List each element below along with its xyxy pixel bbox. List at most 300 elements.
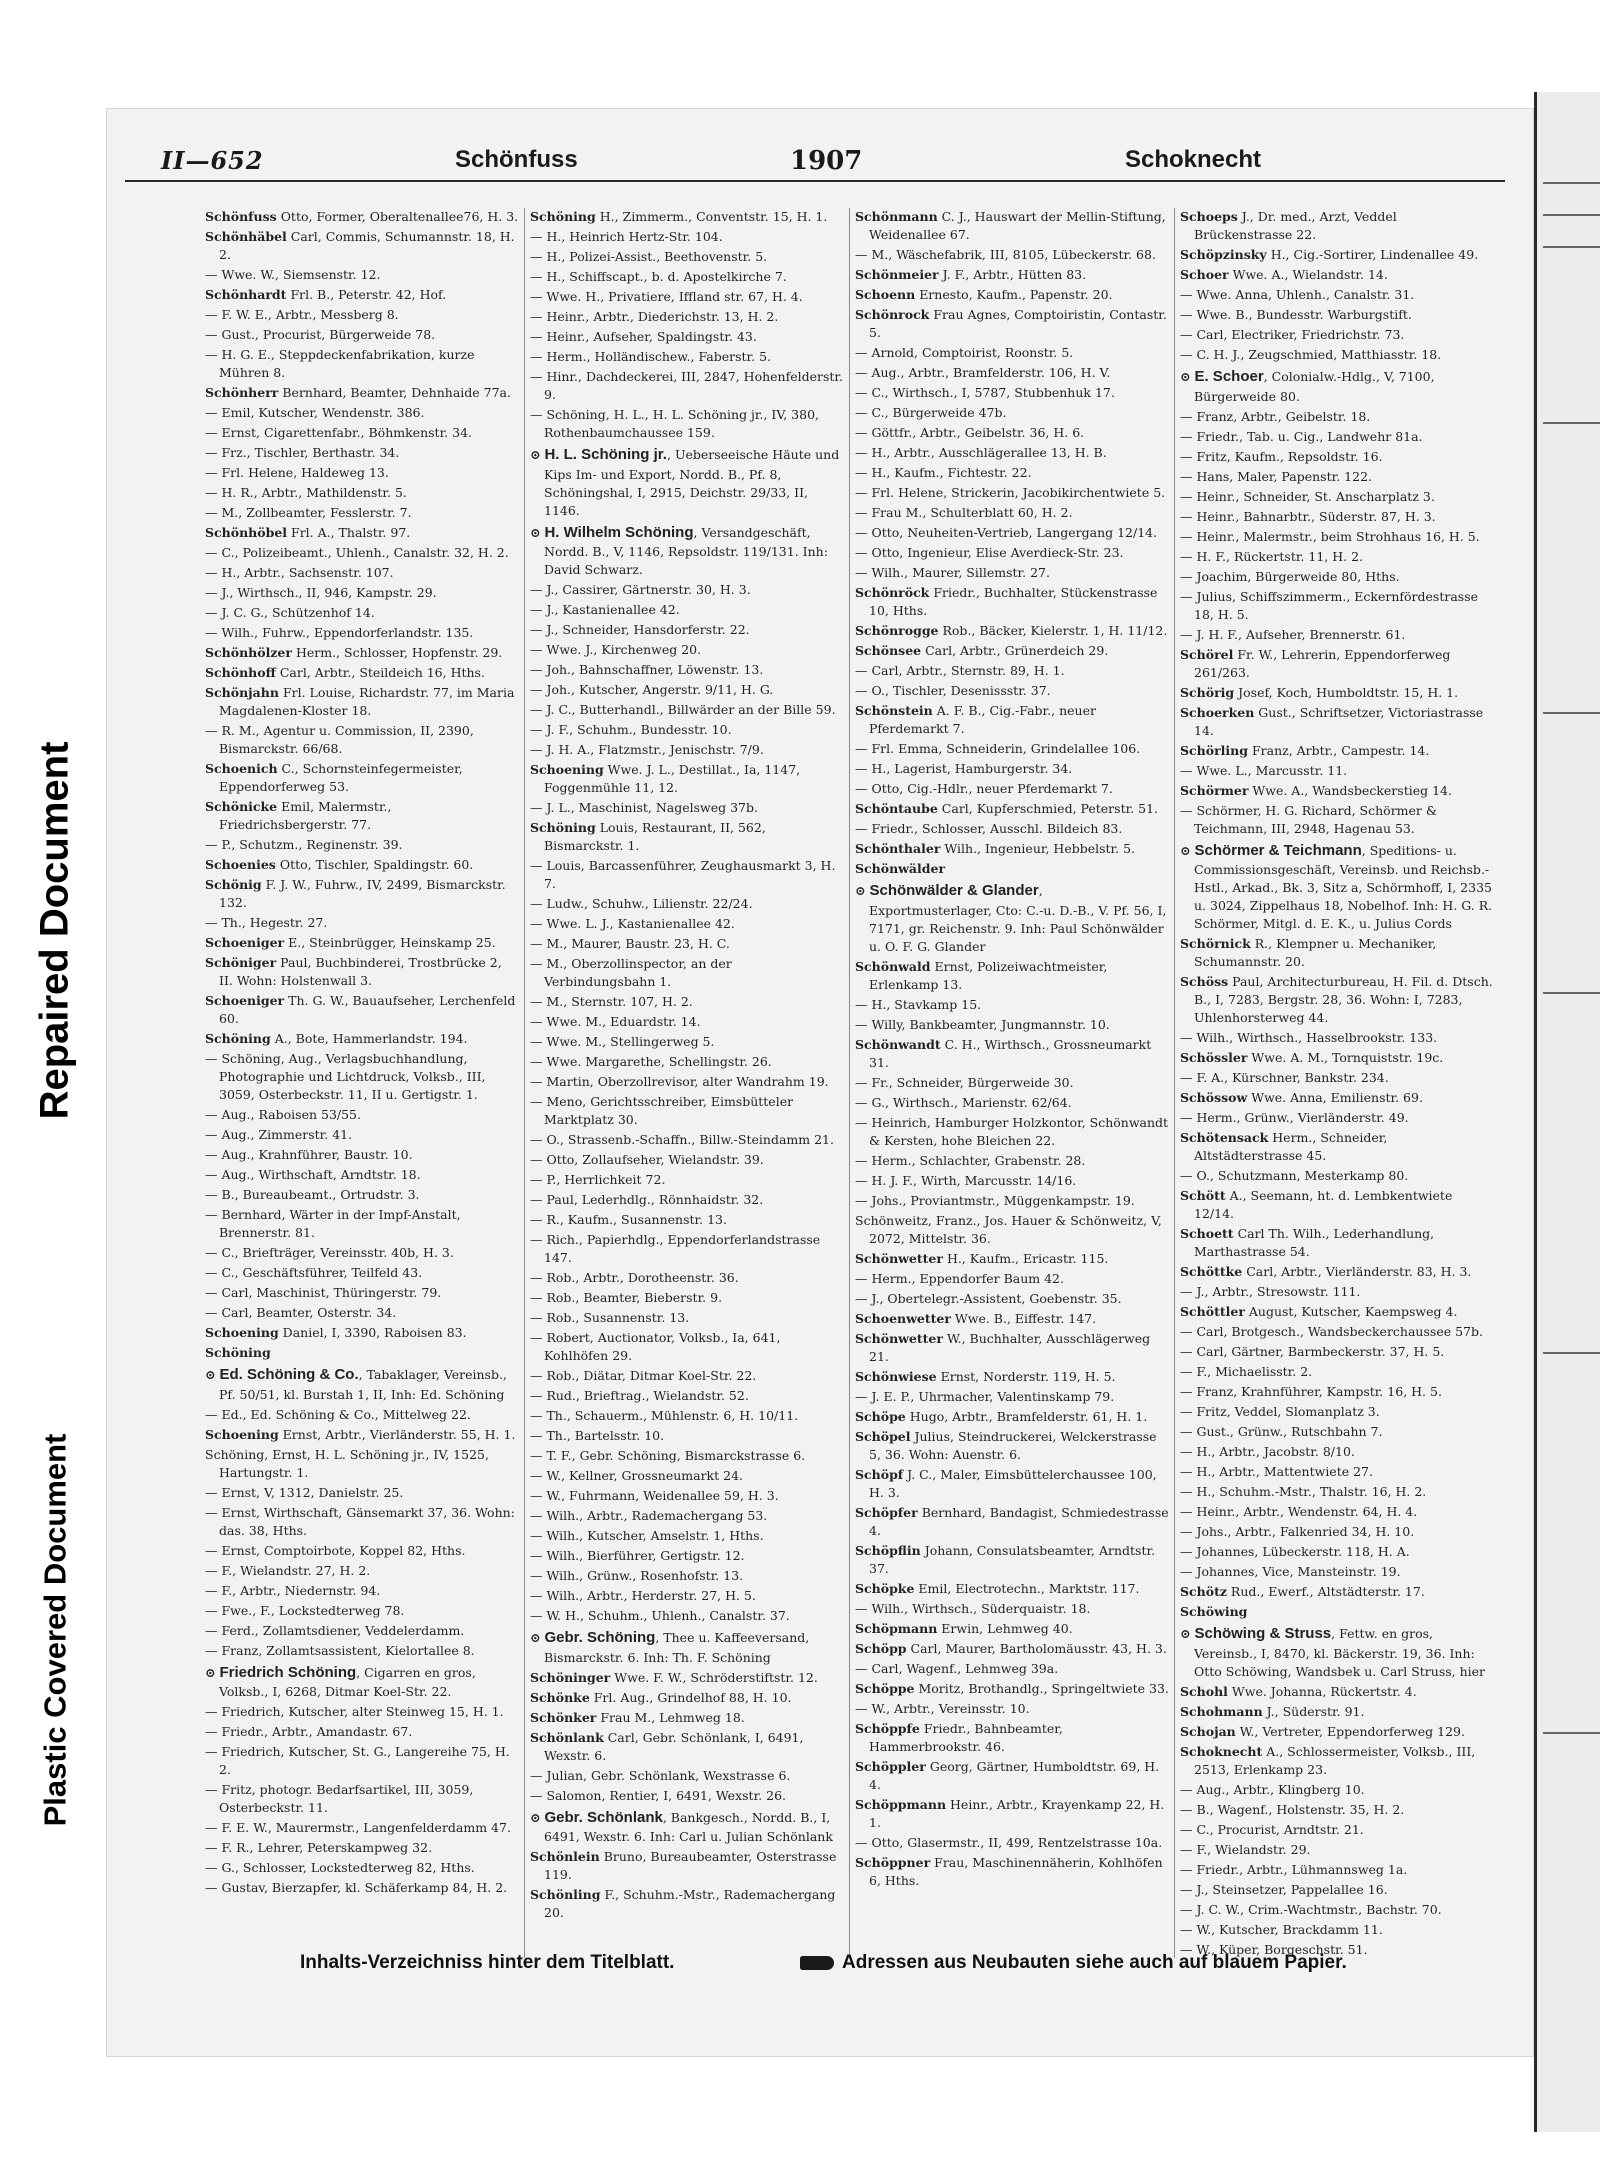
entry-text: — Aug., Raboisen 53/55. bbox=[205, 1107, 361, 1122]
entry-text: — J., Cassirer, Gärtnerstr. 30, H. 3. bbox=[530, 582, 751, 598]
directory-entry bbox=[1180, 528, 1495, 546]
entry-text: Wwe. J. L., Destillat., Ia, 1147, Foggenmühle 11, 12. bbox=[544, 762, 801, 796]
directory-entry bbox=[530, 1527, 844, 1545]
entry-text: — Frl. Helene, Haldeweg 13. bbox=[205, 465, 389, 480]
entry-text: Carl Th. Wilh., Lederhandlung, Marthastrasse 54. bbox=[1194, 1226, 1435, 1260]
directory-entry bbox=[205, 1839, 519, 1857]
directory-entry bbox=[855, 1250, 1169, 1268]
entry-text: — B., Wagenf., Holstenstr. 35, H. 2. bbox=[1180, 1801, 1405, 1817]
entry-name: Schöpmann bbox=[855, 1620, 938, 1636]
directory-entry bbox=[530, 701, 844, 719]
directory-entry bbox=[530, 819, 844, 855]
directory-entry bbox=[205, 306, 519, 324]
entry-firm: Schönwälder & Glander bbox=[869, 882, 1039, 899]
directory-entry bbox=[205, 798, 519, 834]
entry-text: — Salomon, Rentier, I, 6491, Wexstr. 26. bbox=[530, 1787, 786, 1803]
entry-text: — Willy, Bankbeamter, Jungmannstr. 10. bbox=[855, 1016, 1110, 1032]
entry-name: Schönwälder bbox=[855, 861, 946, 876]
directory-entry bbox=[530, 581, 844, 599]
entry-name: Schöttler bbox=[1180, 1304, 1245, 1320]
directory-entry bbox=[205, 1206, 519, 1242]
directory-entry bbox=[205, 584, 519, 602]
entry-text: — C., Wirthsch., I, 5787, Stubbenhuk 17. bbox=[855, 385, 1115, 400]
entry-text: — Franz, Krahnführer, Kampstr. 16, H. 5. bbox=[1180, 1384, 1442, 1400]
directory-entry bbox=[205, 934, 519, 952]
entry-text: H., Kaufm., Ericastr. 115. bbox=[946, 1250, 1109, 1266]
entry-text: Georg, Gärtner, Humboldtstr. 69, H. 4. bbox=[869, 1758, 1160, 1792]
entry-text: — Ludw., Schuhw., Lilienstr. 22/24. bbox=[530, 896, 753, 912]
entry-text: — Rob., Beamter, Bieberstr. 9. bbox=[530, 1290, 723, 1306]
entry-text: — J., Schneider, Hansdorferstr. 22. bbox=[530, 622, 750, 638]
directory-entry bbox=[530, 1447, 844, 1465]
directory-entry bbox=[855, 740, 1169, 758]
directory-entry bbox=[1180, 266, 1495, 284]
entry-name: Schöpp bbox=[855, 1640, 907, 1656]
directory-entry bbox=[1180, 1283, 1495, 1301]
directory-entry bbox=[1180, 1523, 1495, 1541]
directory-entry bbox=[855, 702, 1169, 738]
entry-firm: Gebr. Schöning bbox=[544, 1629, 656, 1647]
directory-entry bbox=[530, 1093, 844, 1129]
directory-entry bbox=[530, 1787, 844, 1805]
entry-text: Exportmusterlager, Cto: C.-u. D.-B., V. Pf. 56, I, 7171, gr. Reichenstr. 9. Inh: Paul Schönwälder u. O. F. G. Glander bbox=[869, 902, 1167, 954]
directory-entry bbox=[205, 1324, 519, 1342]
entry-firm: H. L. Schöning jr. bbox=[544, 446, 667, 463]
directory-entry bbox=[205, 954, 519, 990]
entry-text: — H., Kaufm., Fichtestr. 22. bbox=[855, 465, 1032, 480]
entry-text: R., Klempner u. Mechaniker, Schumannstr. 20. bbox=[1194, 936, 1437, 970]
entry-text: Fettw. en gros, Vereinsb., I, 8470, kl. Bäckerstr. 19, 36. Inh: Otto Schöwing, Wandsbek u. Carl Struss, hier bbox=[1194, 1626, 1486, 1679]
directory-entry bbox=[530, 601, 844, 619]
directory-entry bbox=[530, 1467, 844, 1485]
footer-new-buildings-text: Adressen aus Neubauten siehe auch auf blauem Papier. bbox=[842, 1952, 1347, 1973]
entry-name: Schöninger bbox=[530, 1669, 611, 1685]
entry-name: Schönsee bbox=[855, 643, 922, 658]
entry-text: W., Buchhalter, Ausschlägerweg 21. bbox=[869, 1330, 1151, 1364]
entry-text: — Herm., Schlachter, Grabenstr. 28. bbox=[855, 1152, 1086, 1168]
entry-text: — Carl, Brotgesch., Wandsbeckerchaussee 57b. bbox=[1180, 1324, 1483, 1340]
entry-text: Bankgesch., Nordd. B., I, 6491, Wexstr. 6. Inh: Carl u. Julian Schönlank bbox=[544, 1809, 833, 1845]
directory-entry bbox=[530, 1507, 844, 1525]
entry-text: Herm., Schneider, Altstädterstrasse 45. bbox=[1194, 1130, 1388, 1164]
entry-text: — Carl, Wagenf., Lehmweg 39a. bbox=[855, 1660, 1059, 1676]
entry-text: — Th., Schauerm., Mühlenstr. 6, H. 10/11. bbox=[530, 1408, 799, 1424]
directory-entry bbox=[205, 1426, 519, 1444]
entry-text: Wwe. A., Wielandstr. 14. bbox=[1232, 267, 1388, 282]
directory-entry bbox=[1180, 1583, 1495, 1601]
directory-entry bbox=[855, 642, 1169, 660]
entry-firm: E. Schoer bbox=[1194, 368, 1264, 385]
entry-text: — Aug., Krahnführer, Baustr. 10. bbox=[205, 1147, 413, 1162]
directory-entry bbox=[530, 1669, 844, 1687]
directory-entry bbox=[855, 958, 1169, 994]
entry-text: — Heinrich, Hamburger Holzkontor, Schönwandt & Kersten, hohe Bleichen 22. bbox=[855, 1114, 1169, 1148]
directory-entry bbox=[530, 799, 844, 817]
directory-entry bbox=[855, 996, 1169, 1014]
entry-text: A., Seemann, ht. d. Lembkentwiete 12/14. bbox=[1194, 1188, 1453, 1222]
directory-entry bbox=[855, 1192, 1169, 1210]
entry-text: A., Bote, Hammerlandstr. 194. bbox=[274, 1031, 468, 1046]
entry-name: Schoenwetter bbox=[855, 1310, 951, 1326]
entry-text: — Wilh., Grünw., Rosenhofstr. 13. bbox=[530, 1568, 744, 1584]
entry-text: — C. H. J., Zeugschmied, Matthiasstr. 18. bbox=[1180, 347, 1442, 362]
directory-entry: ⊙ Ed. Schöning & Co., Tabaklager, Vereinsb., Pf. 50/51, kl. Burstah 1, II, Inh: Ed. Schöning bbox=[205, 1366, 507, 1402]
entry-text: — Franz, Arbtr., Geibelstr. 18. bbox=[1180, 408, 1371, 424]
entry-text: — H. G. E., Steppdeckenfabrikation, kurze Mühren 8. bbox=[205, 347, 475, 380]
entry-text: — C., Geschäftsführer, Teilfeld 43. bbox=[205, 1265, 423, 1280]
entry-name: Schönwetter bbox=[855, 1330, 943, 1346]
directory-entry bbox=[855, 1036, 1169, 1072]
entry-text: — Joh., Kutscher, Angerstr. 9/11, H. G. bbox=[530, 682, 774, 698]
directory-entry bbox=[1180, 1743, 1495, 1779]
entry-text: — Aug., Arbtr., Klingberg 10. bbox=[1180, 1781, 1365, 1797]
entry-name: Schöpke bbox=[855, 1580, 915, 1596]
entry-name: Schoenies bbox=[205, 857, 276, 872]
directory-entry bbox=[855, 266, 1169, 284]
directory-entry bbox=[530, 208, 844, 226]
directory-entry bbox=[205, 722, 519, 758]
entry-name: Schönke bbox=[530, 1689, 590, 1705]
directory-entry bbox=[1180, 1841, 1495, 1859]
entry-text: — Wilh., Kutscher, Amselstr. 1, Hths. bbox=[530, 1528, 764, 1544]
entry-text: — Johs., Arbtr., Falkenried 34, H. 10. bbox=[1180, 1524, 1415, 1540]
entry-name: Schönrock bbox=[855, 307, 930, 322]
directory-entry bbox=[1180, 1901, 1495, 1919]
directory-entry bbox=[530, 1709, 844, 1727]
directory-entry bbox=[530, 1033, 844, 1051]
entry-text: Otto, Former, Oberaltenallee76, H. 3. bbox=[280, 209, 519, 224]
entry-text: — J. H. F., Aufseher, Brennerstr. 61. bbox=[1180, 626, 1406, 642]
directory-entry bbox=[205, 1304, 519, 1322]
directory-entry bbox=[530, 368, 844, 404]
directory-entry bbox=[205, 346, 519, 382]
directory-entry bbox=[855, 306, 1169, 342]
entry-name: Schönthaler bbox=[855, 841, 941, 856]
directory-entry bbox=[205, 1050, 519, 1104]
entry-text: J. F., Arbtr., Hütten 83. bbox=[942, 267, 1087, 282]
directory-entry bbox=[1180, 1167, 1495, 1185]
entry-text: — Otto, Cig.-Hdlr., neuer Pferdemarkt 7. bbox=[855, 781, 1113, 796]
entry-text: — O., Strassenb.-Schaffn., Billw.-Steindamm 21. bbox=[530, 1132, 834, 1148]
entry-text: — H. F., Rückertstr. 11, H. 2. bbox=[1180, 548, 1364, 564]
directory-entry bbox=[1180, 704, 1495, 740]
entry-text: Erwin, Lehmweg 40. bbox=[941, 1620, 1073, 1636]
entry-text: Frau M., Lehmweg 18. bbox=[600, 1709, 745, 1725]
directory-entry bbox=[205, 504, 519, 522]
directory-entry bbox=[530, 1387, 844, 1405]
directory-entry bbox=[205, 1879, 519, 1897]
entry-text: — Friedrich, Kutscher, St. G., Langereihe 75, H. 2. bbox=[205, 1744, 510, 1778]
directory-entry bbox=[530, 1729, 844, 1765]
entry-text: — Fr., Schneider, Bürgerweide 30. bbox=[855, 1074, 1074, 1090]
directory-entry bbox=[530, 1151, 844, 1169]
entry-text: — Herm., Holländischew., Faberstr. 5. bbox=[530, 349, 772, 364]
entry-text: Julius, Steindruckerei, Welckerstrasse 5, 36. Wohn: Auenstr. 6. bbox=[869, 1428, 1157, 1462]
entry-text: — Johs., Proviantmstr., Müggenkampstr. 19. bbox=[855, 1192, 1135, 1208]
directory-entry: ⊙ H. Wilhelm Schöning, Versandgeschäft, Nordd. B., V, 1146, Repsoldstr. 119/131. Inh: David Schwarz. bbox=[530, 523, 828, 578]
entry-text: — Wwe. Margarethe, Schellingstr. 26. bbox=[530, 1054, 772, 1070]
entry-name: Schoett bbox=[1180, 1226, 1234, 1242]
entry-text: — Rich., Papierhdlg., Eppendorferlandstrasse 147. bbox=[530, 1232, 821, 1266]
entry-text: H., Cig.-Sortirer, Lindenallee 49. bbox=[1270, 247, 1479, 262]
entry-text: Ernst, Norderstr. 119, H. 5. bbox=[940, 1368, 1116, 1384]
directory-entry bbox=[205, 1126, 519, 1144]
entry-name: Schoeps bbox=[1180, 209, 1238, 224]
entry-text: — Friedr., Arbtr., Lühmannsweg 1a. bbox=[1180, 1861, 1408, 1877]
directory-entry bbox=[530, 1689, 844, 1707]
entry-name: Schönwetter bbox=[855, 1250, 943, 1266]
entry-text: Speditions- u. Commissionsgeschäft, Vereinsb. und Reichsb.-Hstl., Arkad., Bk. 3, Sitz a, Schörmhoff, I, 2335 u. 3024, Zippelhaus 18, Nobelhof. Inh: H. G. R. Schörmer, Mitgl. d. E. K., u. Julius Cords bbox=[1194, 842, 1493, 932]
entry-text: — Fritz, Veddel, Slomanplatz 3. bbox=[1180, 1404, 1380, 1420]
entry-text: — Aug., Arbtr., Bramfelderstr. 106, H. V. bbox=[855, 365, 1111, 380]
entry-text: — J., Wirthsch., II, 946, Kampstr. 29. bbox=[205, 585, 437, 600]
header-year: 1907 bbox=[790, 146, 863, 176]
repaired-document-label: Repaired Document bbox=[32, 741, 77, 1119]
directory-entry bbox=[855, 1758, 1169, 1794]
entry-text: — H., Arbtr., Jacobstr. 8/10. bbox=[1180, 1444, 1355, 1460]
entry-text: — M., Oberzollinspector, an der Verbindungsbahn 1. bbox=[530, 956, 732, 990]
directory-entry bbox=[205, 1446, 519, 1482]
directory-entry bbox=[1180, 802, 1495, 838]
directory-entry bbox=[530, 761, 844, 797]
entry-text: — Aug., Zimmerstr. 41. bbox=[205, 1127, 353, 1142]
entry-text: F., Schuhm.-Mstr., Rademachergang 20. bbox=[544, 1887, 836, 1921]
entry-text: — Wilh., Bierführer, Gertigstr. 12. bbox=[530, 1548, 745, 1564]
directory-entry bbox=[855, 1854, 1169, 1890]
directory-entry bbox=[1180, 588, 1495, 624]
entry-text: — H. R., Arbtr., Mathildenstr. 5. bbox=[205, 485, 407, 500]
directory-entry bbox=[530, 248, 844, 266]
entry-name: ⊙ bbox=[1180, 369, 1191, 384]
entry-text: Frau, Maschinennäherin, Kohlhöfen 6, Hths. bbox=[869, 1854, 1163, 1888]
directory-entry bbox=[205, 914, 519, 932]
entry-text: — Wwe. W., Siemsenstr. 12. bbox=[205, 267, 381, 282]
entry-text: — H., Arbtr., Mattentwiete 27. bbox=[1180, 1464, 1373, 1480]
directory-entry bbox=[855, 1408, 1169, 1426]
directory-entry bbox=[205, 684, 519, 720]
directory-entry bbox=[855, 1290, 1169, 1308]
entry-text: — H., Schiffscapt., b. d. Apostelkirche 7. bbox=[530, 269, 787, 284]
entry-text: J., Dr. med., Arzt, Veddel Brückenstrasse 22. bbox=[1194, 209, 1397, 242]
directory-entry bbox=[205, 208, 519, 226]
entry-text: — Th., Hegestr. 27. bbox=[205, 915, 328, 930]
entry-text: Colonialw.-Hdlg., V, 7100, Bürgerweide 80. bbox=[1194, 369, 1435, 404]
entry-text: — Carl, Beamter, Osterstr. 34. bbox=[205, 1305, 397, 1320]
directory-entry bbox=[1180, 626, 1495, 644]
directory-entry: ⊙ E. Schoer, Colonialw.-Hdlg., V, 7100, Bürgerweide 80. bbox=[1180, 368, 1435, 404]
directory-entry bbox=[205, 1030, 519, 1048]
directory-entry: ⊙ H. L. Schöning jr., Ueberseeische Häute und Kips Im- und Export, Nordd. B., Pf. 8, Schöningshal, I, 2915, Deichstr. 29/33, II, 1146. bbox=[530, 446, 840, 518]
entry-text: — Frl. Emma, Schneiderin, Grindelallee 106. bbox=[855, 741, 1141, 756]
directory-entry bbox=[1180, 1821, 1495, 1839]
entry-text: A., Schlossermeister, Volksb., III, 2513, Erlenkamp 23. bbox=[1194, 1743, 1476, 1777]
entry-text: — G., Schlosser, Lockstedterweg 82, Hths. bbox=[205, 1860, 475, 1876]
entry-text: Ernst, Arbtr., Vierländerstr. 55, H. 1. bbox=[282, 1426, 516, 1442]
directory-entry bbox=[855, 1212, 1169, 1248]
entry-name: Schönhölzer bbox=[205, 645, 292, 660]
directory-entry: ⊙ Schörmer & Teichmann, Speditions- u. Commissionsgeschäft, Vereinsb. und Reichsb.-Hstl., Arkad., Bk. 3, Sitz a, Schörmhoff, I, 2335 u. 3024, Zippelhaus 18, Nobelhof. Inh: H. G. R. Schörmer, Mitgl. d. E. K., u. Julius Cords bbox=[1180, 841, 1493, 932]
entry-text: — W., Fuhrmann, Weidenallee 59, H. 3. bbox=[530, 1488, 779, 1504]
entry-text: — Julian, Gebr. Schönlank, Wexstrasse 6. bbox=[530, 1767, 791, 1783]
entry-text: — Bernhard, Wärter in der Impf-Anstalt, Brennerstr. 81. bbox=[205, 1207, 461, 1240]
directory-entry bbox=[205, 604, 519, 622]
entry-name: Schönröck bbox=[855, 585, 930, 600]
entry-text: H., Zimmerm., Conventstr. 15, H. 1. bbox=[599, 209, 828, 224]
directory-entry bbox=[855, 1504, 1169, 1540]
entry-text: Paul, Architecturbureau, H. Fil. d. Dtsch. B., I, 7283, Bergstr. 28, 36. Wohn: I, 7283, Uhlenhorsterweg 44. bbox=[1194, 974, 1493, 1026]
directory-entry bbox=[205, 1582, 519, 1600]
entry-text: — W., Arbtr., Vereinsstr. 10. bbox=[855, 1700, 1030, 1716]
entry-text: — Heinr., Bahnarbtr., Süderstr. 87, H. 3. bbox=[1180, 508, 1436, 524]
directory-entry bbox=[855, 1310, 1169, 1328]
pointing-hand-icon bbox=[800, 1956, 834, 1970]
directory-entry bbox=[1180, 1225, 1495, 1261]
entry-name: Schohmann bbox=[1180, 1703, 1263, 1719]
entry-text: Schönweitz, Franz., Jos. Hauer & Schönweitz, V, 2072, Mittelstr. 36. bbox=[855, 1212, 1162, 1246]
directory-entry bbox=[1180, 1323, 1495, 1341]
directory-entry bbox=[205, 1703, 519, 1721]
entry-text: Hugo, Arbtr., Bramfelderstr. 61, H. 1. bbox=[909, 1408, 1148, 1424]
directory-entry bbox=[530, 935, 844, 953]
directory-entry bbox=[1180, 1503, 1495, 1521]
directory-entry bbox=[855, 662, 1169, 680]
entry-name: ⊙ bbox=[855, 883, 866, 898]
entry-text: — Rob., Arbtr., Dorotheenstr. 36. bbox=[530, 1270, 739, 1286]
entry-name: ⊙ bbox=[530, 1809, 541, 1825]
entry-text: — Joh., Bahnschaffner, Löwenstr. 13. bbox=[530, 662, 764, 678]
entry-name: Schörnick bbox=[1180, 936, 1251, 952]
entry-text: — J. F., Schuhm., Bundesstr. 10. bbox=[530, 722, 732, 738]
entry-name: Schönmeier bbox=[855, 267, 939, 282]
entry-name: Schöss bbox=[1180, 974, 1229, 990]
directory-entry bbox=[530, 1587, 844, 1605]
directory-entry bbox=[855, 780, 1169, 798]
entry-text: — Herm., Grünw., Vierländerstr. 49. bbox=[1180, 1110, 1409, 1126]
directory-entry bbox=[1180, 568, 1495, 586]
directory-entry bbox=[205, 992, 519, 1028]
directory-entry bbox=[1180, 1069, 1495, 1087]
directory-entry bbox=[1180, 1109, 1495, 1127]
directory-entry bbox=[855, 1152, 1169, 1170]
directory-entry bbox=[855, 344, 1169, 362]
directory-entry bbox=[205, 1743, 519, 1779]
entry-name: Schönmann bbox=[855, 209, 938, 224]
directory-entry bbox=[530, 288, 844, 306]
entry-text: — H., Stavkamp 15. bbox=[855, 996, 982, 1012]
entry-text: Rob., Bäcker, Kielerstr. 1, H. 11/12. bbox=[942, 623, 1168, 638]
entry-name: Schöppe bbox=[855, 1680, 915, 1696]
entry-text: — Gust., Grünw., Rutschbahn 7. bbox=[1180, 1424, 1383, 1440]
entry-text: — Frl. Helene, Strickerin, Jacobikirchentwiete 5. bbox=[855, 485, 1166, 500]
entry-name: Schöppmann bbox=[855, 1796, 947, 1812]
directory-entry bbox=[530, 328, 844, 346]
entry-name: Schöpflin bbox=[855, 1542, 921, 1558]
entry-text: Carl, Commis, Schumannstr. 18, H. 2. bbox=[219, 229, 515, 262]
page-number: II—652 bbox=[161, 146, 264, 175]
entry-text: — J. C. G., Schützenhof 14. bbox=[205, 605, 375, 620]
entry-firm: Friedrich Schöning bbox=[219, 1663, 357, 1681]
directory-entry bbox=[1180, 1343, 1495, 1361]
entry-text: Wwe. Anna, Emilienstr. 69. bbox=[1251, 1090, 1423, 1106]
entry-text: — J. L., Maschinist, Nagelsweg 37b. bbox=[530, 800, 758, 816]
footer-index-note: Inhalts-Verzeichniss hinter dem Titelblatt. bbox=[300, 1952, 675, 1973]
directory-entry bbox=[530, 1289, 844, 1307]
entry-text: — Meno, Gerichtsschreiber, Eimsbütteler Marktplatz 30. bbox=[530, 1094, 794, 1128]
directory-columns bbox=[200, 208, 1500, 1958]
entry-text: — C., Bürgerweide 47b. bbox=[855, 405, 1007, 420]
directory-entry bbox=[855, 1660, 1169, 1678]
entry-text: Josef, Koch, Humboldtstr. 15, H. 1. bbox=[1238, 684, 1459, 700]
directory-entry bbox=[530, 741, 844, 759]
entry-name: Schöning bbox=[530, 209, 596, 224]
directory-entry bbox=[205, 1244, 519, 1262]
entry-name: Schoerken bbox=[1180, 704, 1255, 720]
entry-text: — Ernst, V, 1312, Danielstr. 25. bbox=[205, 1484, 404, 1500]
entry-text: — Wwe. H., Privatiere, Iffland str. 67, H. 4. bbox=[530, 289, 803, 304]
entry-text: Ernst, Polizeiwachtmeister, Erlenkamp 13. bbox=[869, 958, 1108, 992]
entry-name: Schönstein bbox=[855, 703, 933, 718]
directory-entry bbox=[205, 444, 519, 462]
entry-text: Th. G. W., Bauaufseher, Lerchenfeld 60. bbox=[219, 993, 516, 1026]
directory-entry bbox=[855, 484, 1169, 502]
entry-text: Versandgeschäft, Nordd. B., V, 1146, Repsoldstr. 119/131. Inh: David Schwarz. bbox=[544, 524, 828, 578]
entry-text: — F. W. E., Arbtr., Messberg 8. bbox=[205, 307, 399, 322]
entry-text: — Göttfr., Arbtr., Geibelstr. 36, H. 6. bbox=[855, 425, 1085, 440]
entry-text: — Friedr., Schlosser, Ausschl. Bildeich 83. bbox=[855, 821, 1123, 836]
directory-entry bbox=[205, 644, 519, 662]
entry-text: — C., Polizeibeamt., Uhlenh., Canalstr. 32, H. 2. bbox=[205, 545, 509, 560]
entry-text: — F., Wielandstr. 27, H. 2. bbox=[205, 1562, 371, 1578]
directory-entry bbox=[205, 544, 519, 562]
entry-text: — Friedr., Tab. u. Cig., Landwehr 81a. bbox=[1180, 428, 1423, 444]
entry-name: Schoenich bbox=[205, 761, 278, 776]
entry-name: Schönfuss bbox=[205, 209, 277, 224]
entry-text: Emil, Electrotechn., Marktstr. 117. bbox=[918, 1580, 1140, 1596]
entry-text: — Hinr., Dachdeckerei, III, 2847, Hohenfelderstr. 9. bbox=[530, 369, 844, 402]
directory-entry bbox=[1180, 1463, 1495, 1481]
entry-name: Schoeniger bbox=[205, 993, 285, 1008]
entry-text: — Wilh., Arbtr., Herderstr. 27, H. 5. bbox=[530, 1588, 756, 1604]
entry-text: Ernesto, Kaufm., Papenstr. 20. bbox=[919, 287, 1113, 302]
entry-text: — Heinr., Schneider, St. Anscharplatz 3. bbox=[1180, 488, 1435, 504]
directory-entry bbox=[205, 1406, 519, 1424]
directory-entry bbox=[205, 1642, 519, 1660]
entry-text: — M., Wäschefabrik, III, 8105, Lübeckerstr. 68. bbox=[855, 247, 1156, 262]
entry-text: — Louis, Barcassenführer, Zeughausmarkt 3, H. 7. bbox=[530, 858, 836, 892]
directory-entry bbox=[530, 1231, 844, 1267]
entry-firm: H. Wilhelm Schöning bbox=[544, 523, 694, 541]
entry-text: — P., Herrlichkeit 72. bbox=[530, 1172, 666, 1188]
entry-text: — Gust., Procurist, Bürgerweide 78. bbox=[205, 327, 436, 342]
entry-firm: Schörmer & Teichmann bbox=[1194, 841, 1362, 859]
directory-entry bbox=[1180, 1723, 1495, 1741]
entry-name: Schoknecht bbox=[1180, 1743, 1263, 1759]
entry-text: — T. F., Gebr. Schöning, Bismarckstrasse 6. bbox=[530, 1448, 806, 1464]
entry-text: C. J., Hauswart der Mellin-Stiftung, Weidenallee 67. bbox=[869, 209, 1166, 242]
entry-text: Carl, Maurer, Bartholomäusstr. 43, H. 3. bbox=[910, 1640, 1167, 1656]
entry-text: — Heinr., Arbtr., Diederichstr. 13, H. 2. bbox=[530, 309, 779, 324]
directory-entry bbox=[1180, 306, 1495, 324]
entry-text: — Ernst, Comptoirbote, Koppel 82, Hths. bbox=[205, 1542, 466, 1558]
directory-entry bbox=[530, 406, 844, 442]
directory-entry bbox=[205, 1484, 519, 1502]
directory-entry bbox=[1180, 1443, 1495, 1461]
entry-text: — C., Briefträger, Vereinsstr. 40b, H. 3. bbox=[205, 1245, 454, 1260]
entry-name: Schönhoff bbox=[205, 665, 276, 680]
entry-text: — Friedrich, Kutscher, alter Steinweg 15, H. 1. bbox=[205, 1704, 504, 1720]
entry-text: Daniel, I, 3390, Raboisen 83. bbox=[282, 1325, 467, 1340]
directory-entry bbox=[855, 246, 1169, 264]
